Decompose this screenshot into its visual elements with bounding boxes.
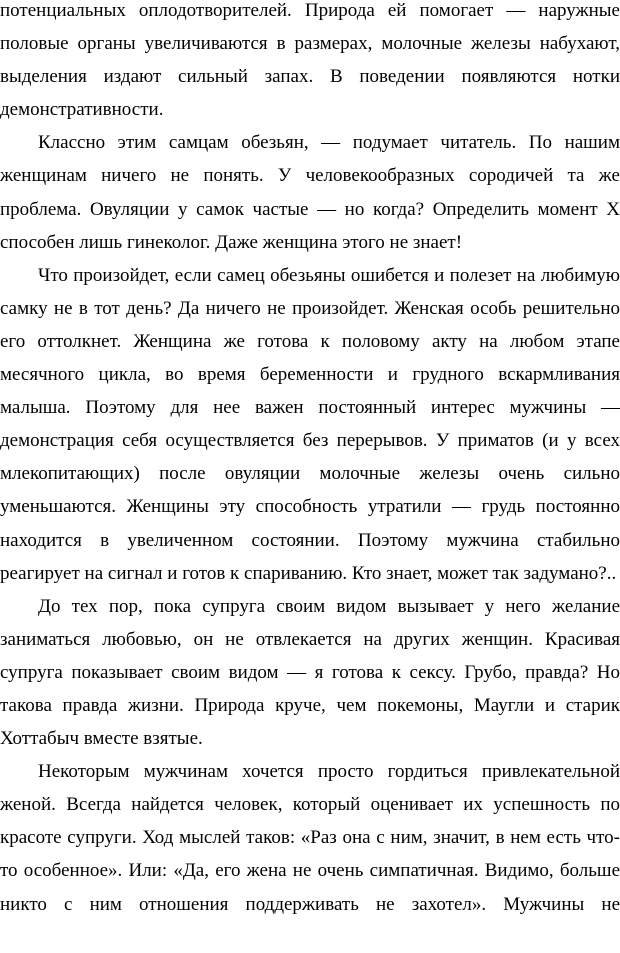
paragraph-5: Некоторым мужчинам хочется просто гордиться привлекательной женой. Всегда найдется человек, который оценивает их успешность по красоте супруги. Ход мыслей таков: «Раз она с ним, значит, в нем есть что-то особенное». Или: «Да, его жена не очень симпатичная. Видимо, больше никто с ним отношения поддерживать не захотел». Мужчины не xyxy=(0,761,620,915)
paragraph-1: потенциальных оплодотворителей. Природа ей помогает — наружные половые органы увеличиваются в размерах, молочные железы набухают, выделения издают сильный запах. В поведении появляются нотки демонстративности. xyxy=(0,0,620,121)
paragraph-2: Классно этим самцам обезьян, — подумает читатель. По нашим женщинам ничего не понять. У человекообразных сородичей та же проблема. Овуляции у самок частые — но когда? Определить момент X способен лишь гинеколог. Даже женщина этого не знает! xyxy=(0,132,620,253)
paragraph-4: До тех пор, пока супруга своим видом вызывает у него желание заниматься любовью, он не отвлекается на других женщин. Красивая супруга показывает своим видом — я готова к сексу. Грубо, правда? Но такова правда жизни. Природа круче, чем покемоны, Маугли и старик Хоттабыч вместе взятые. xyxy=(0,595,620,750)
paragraph-3: Что произойдет, если самец обезьяны ошибется и полезет на любимую самку не в тот день? Да ничего не произойдет. Женская особь решительно его оттолкнет. Женщина же готова к половому акту на любом этапе месячного цикла, во время беременности и грудного вскармливания малыша. Поэтому для нее важен постоянный интерес мужчины — демонстрация себя осуществляется без перерывов. У приматов (и у всех млекопитающих) после овуляции молочные железы очень сильно уменьшаются. Женщины эту способность утратили — грудь постоянно находится в увеличенном состоянии. Поэтому мужчина стабильно реагирует на сигнал и готов к спариванию. Кто знает, может так задумано?.. xyxy=(0,264,620,584)
